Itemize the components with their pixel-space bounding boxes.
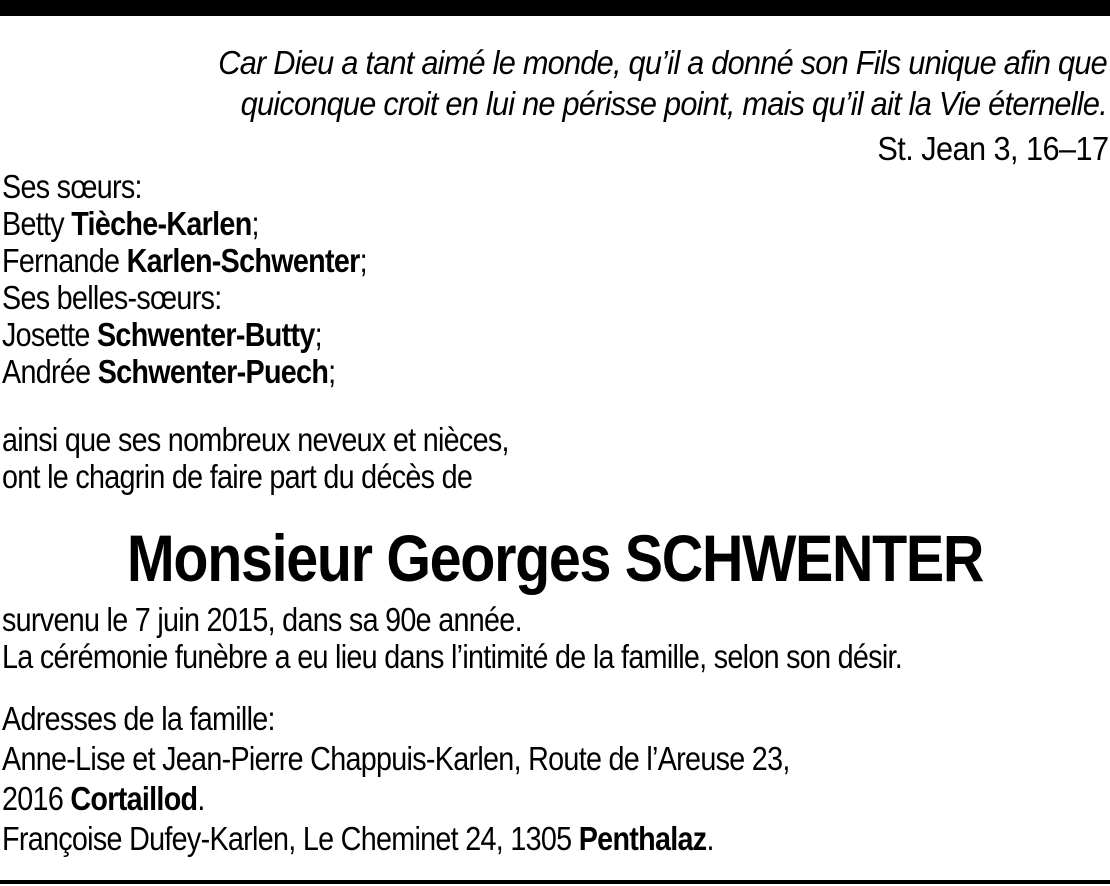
relative-last-name: Schwenter-Butty — [96, 316, 315, 353]
death-details — [2, 601, 902, 675]
relative-end: ; — [314, 316, 322, 353]
addresses-heading: Adresses de la famille: — [2, 700, 275, 737]
intro-line-2: ont le chagrin de faire part du décès de — [2, 458, 473, 495]
address-2 — [2, 819, 790, 859]
relative-end: ; — [251, 205, 259, 242]
address-1-town: Cortaillod — [70, 780, 198, 817]
relative-entry — [2, 316, 367, 353]
bible-quote — [84, 42, 1107, 124]
address-1-end: . — [197, 780, 205, 817]
quote-line-1: Car Dieu a tant aimé le monde, qu’il a donné son Fils unique afin que — [218, 44, 1107, 81]
relative-end: ; — [328, 353, 336, 390]
address-2-end: . — [706, 820, 714, 857]
relative-first-name: Betty — [2, 205, 64, 242]
address-2-town: Penthalaz — [578, 820, 707, 857]
details-line-2: La cérémonie funèbre a eu lieu dans l’intimité de la famille, selon son désir. — [2, 638, 903, 675]
address-1-postcode: 2016 — [2, 780, 64, 817]
details-line-1: survenu le 7 juin 2015, dans sa 90e année. — [2, 601, 522, 638]
relative-last-name: Tièche-Karlen — [71, 205, 252, 242]
relative-first-name: Fernande — [2, 242, 120, 279]
relative-entry — [2, 205, 367, 242]
address-1-line-1: Anne-Lise et Jean-Pierre Chappuis-Karlen, Route de l’Areuse 23, — [2, 740, 790, 777]
intro-line-1: ainsi que ses nombreux neveux et nièces, — [2, 421, 509, 458]
family-addresses — [2, 699, 790, 859]
sisters-in-law-heading: Ses belles-sœurs: — [2, 279, 222, 316]
address-2-prefix: Françoise Dufey-Karlen, Le Cheminet 24, 1305 — [2, 820, 572, 857]
relative-last-name: Karlen-Schwenter — [126, 242, 360, 279]
relatives-list — [2, 168, 367, 390]
quote-line-2: quiconque croit en lui ne périsse point, mais qu’il ait la Vie éternelle. — [240, 85, 1108, 122]
address-1-line-2 — [2, 779, 790, 819]
quote-reference: St. Jean 3, 16–17 — [876, 130, 1108, 167]
relative-first-name: Josette — [2, 316, 90, 353]
bottom-rule — [0, 880, 1110, 884]
relative-entry — [2, 242, 367, 279]
relative-first-name: Andrée — [2, 353, 91, 390]
announcement-intro — [2, 421, 509, 495]
relative-last-name: Schwenter-Puech — [97, 353, 329, 390]
deceased-name: Monsieur Georges SCHWENTER — [126, 521, 984, 595]
sisters-heading: Ses sœurs: — [2, 168, 142, 205]
relative-end: ; — [359, 242, 367, 279]
relative-entry — [2, 353, 367, 390]
